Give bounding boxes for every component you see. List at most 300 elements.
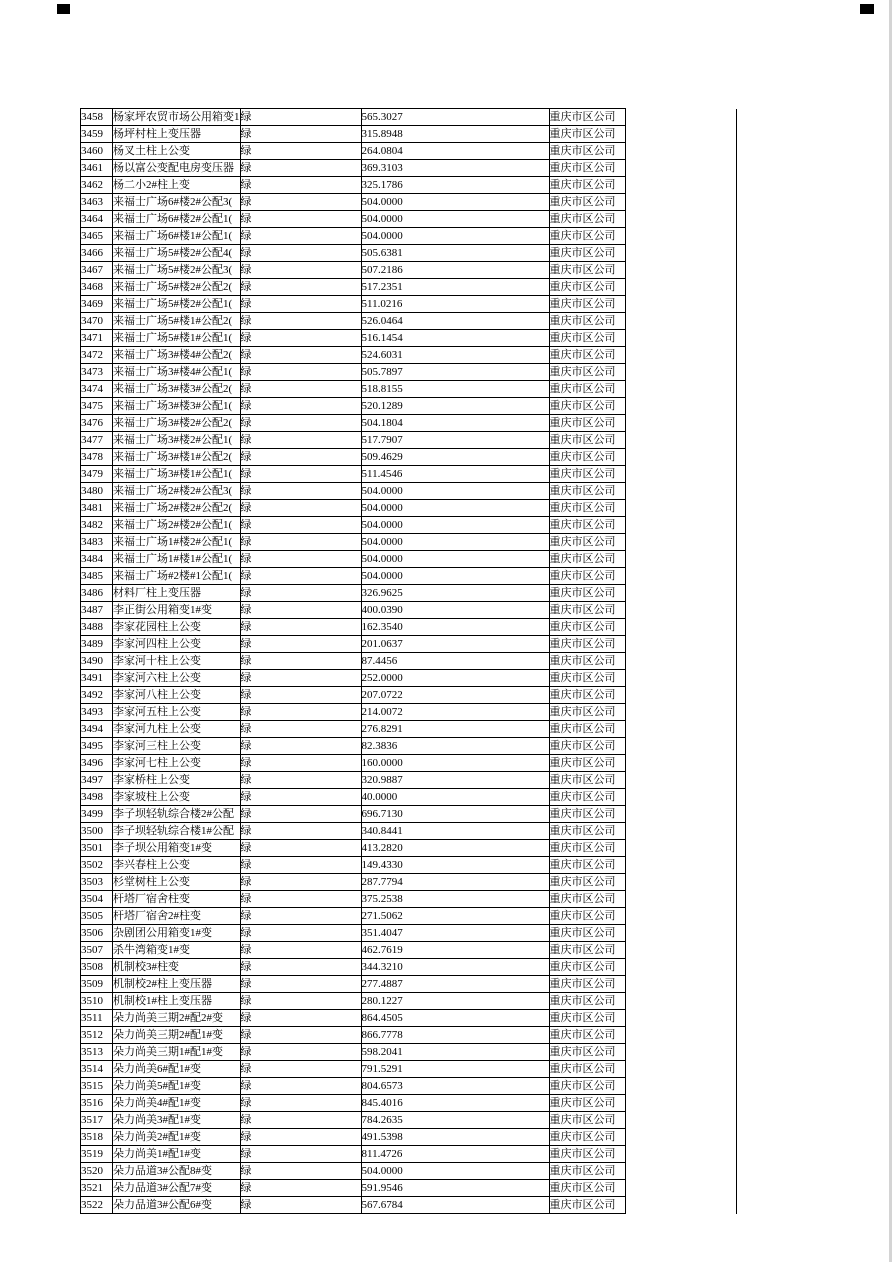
status-cell: 绿 — [240, 211, 361, 228]
company-cell: 重庆市区公司 — [549, 177, 625, 194]
filler-cell — [625, 891, 736, 908]
filler-cell — [625, 466, 736, 483]
name-cell: 李家坡柱上公变 — [113, 789, 241, 806]
value-cell: 276.8291 — [361, 721, 549, 738]
row-id-cell: 3481 — [81, 500, 113, 517]
value-cell: 271.5062 — [361, 908, 549, 925]
value-cell: 511.0216 — [361, 296, 549, 313]
row-id-cell: 3499 — [81, 806, 113, 823]
filler-cell — [625, 976, 736, 993]
table-row — [81, 415, 737, 432]
row-id-cell: 3510 — [81, 993, 113, 1010]
name-cell: 李家河十柱上公变 — [113, 653, 241, 670]
name-cell: 来福士广场3#楼4#公配1( — [113, 364, 241, 381]
name-cell: 来福士广场3#楼1#公配1( — [113, 466, 241, 483]
value-cell: 504.0000 — [361, 500, 549, 517]
value-cell: 504.0000 — [361, 211, 549, 228]
row-id-cell: 3477 — [81, 432, 113, 449]
company-cell: 重庆市区公司 — [549, 806, 625, 823]
company-cell: 重庆市区公司 — [549, 1197, 625, 1214]
filler-cell — [625, 483, 736, 500]
value-cell: 517.7907 — [361, 432, 549, 449]
filler-cell — [625, 177, 736, 194]
company-cell: 重庆市区公司 — [549, 942, 625, 959]
status-cell: 绿 — [240, 313, 361, 330]
table-row — [81, 279, 737, 296]
name-cell: 朵力尚美5#配1#变 — [113, 1078, 241, 1095]
name-cell: 朵力品道3#公配6#变 — [113, 1197, 241, 1214]
filler-cell — [625, 602, 736, 619]
value-cell: 598.2041 — [361, 1044, 549, 1061]
name-cell: 朵力尚美4#配1#变 — [113, 1095, 241, 1112]
company-cell: 重庆市区公司 — [549, 704, 625, 721]
filler-cell — [625, 364, 736, 381]
table-row — [81, 772, 737, 789]
value-cell: 413.2820 — [361, 840, 549, 857]
row-id-cell: 3500 — [81, 823, 113, 840]
status-cell: 绿 — [240, 449, 361, 466]
company-cell: 重庆市区公司 — [549, 194, 625, 211]
value-cell: 369.3103 — [361, 160, 549, 177]
filler-cell — [625, 143, 736, 160]
filler-cell — [625, 1163, 736, 1180]
transformer-table-body — [81, 109, 737, 1214]
name-cell: 来福士广场5#楼2#公配2( — [113, 279, 241, 296]
value-cell: 264.0804 — [361, 143, 549, 160]
row-id-cell: 3496 — [81, 755, 113, 772]
filler-cell — [625, 1129, 736, 1146]
filler-cell — [625, 1010, 736, 1027]
company-cell: 重庆市区公司 — [549, 415, 625, 432]
company-cell: 重庆市区公司 — [549, 398, 625, 415]
table-row — [81, 330, 737, 347]
company-cell: 重庆市区公司 — [549, 1027, 625, 1044]
company-cell: 重庆市区公司 — [549, 874, 625, 891]
row-id-cell: 3464 — [81, 211, 113, 228]
status-cell: 绿 — [240, 160, 361, 177]
filler-cell — [625, 755, 736, 772]
name-cell: 杉堂树柱上公变 — [113, 874, 241, 891]
transformer-table — [80, 108, 737, 1214]
table-row — [81, 755, 737, 772]
company-cell: 重庆市区公司 — [549, 228, 625, 245]
value-cell: 517.2351 — [361, 279, 549, 296]
table-row — [81, 993, 737, 1010]
status-cell: 绿 — [240, 755, 361, 772]
status-cell: 绿 — [240, 279, 361, 296]
name-cell: 朵力尚美三期1#配1#变 — [113, 1044, 241, 1061]
value-cell: 864.4505 — [361, 1010, 549, 1027]
status-cell: 绿 — [240, 177, 361, 194]
name-cell: 来福士广场1#楼1#公配1( — [113, 551, 241, 568]
table-row — [81, 1163, 737, 1180]
table-row — [81, 1061, 737, 1078]
name-cell: 来福士广场3#楼3#公配1( — [113, 398, 241, 415]
name-cell: 材料厂柱上变压器 — [113, 585, 241, 602]
company-cell: 重庆市区公司 — [549, 1044, 625, 1061]
value-cell: 516.1454 — [361, 330, 549, 347]
filler-cell — [625, 109, 736, 126]
filler-cell — [625, 211, 736, 228]
value-cell: 504.0000 — [361, 534, 549, 551]
row-id-cell: 3458 — [81, 109, 113, 126]
table-row — [81, 262, 737, 279]
table-row — [81, 381, 737, 398]
table-row — [81, 602, 737, 619]
row-id-cell: 3482 — [81, 517, 113, 534]
filler-cell — [625, 160, 736, 177]
row-id-cell: 3497 — [81, 772, 113, 789]
status-cell: 绿 — [240, 551, 361, 568]
value-cell: 505.6381 — [361, 245, 549, 262]
name-cell: 来福士广场6#楼1#公配1( — [113, 228, 241, 245]
value-cell: 567.6784 — [361, 1197, 549, 1214]
row-id-cell: 3508 — [81, 959, 113, 976]
value-cell: 504.0000 — [361, 568, 549, 585]
row-id-cell: 3522 — [81, 1197, 113, 1214]
name-cell: 来福士广场3#楼3#公配2( — [113, 381, 241, 398]
row-id-cell: 3467 — [81, 262, 113, 279]
filler-cell — [625, 517, 736, 534]
table-row — [81, 364, 737, 381]
status-cell: 绿 — [240, 143, 361, 160]
filler-cell — [625, 670, 736, 687]
status-cell: 绿 — [240, 976, 361, 993]
table-row — [81, 619, 737, 636]
company-cell: 重庆市区公司 — [549, 959, 625, 976]
filler-cell — [625, 840, 736, 857]
name-cell: 李家河六柱上公变 — [113, 670, 241, 687]
value-cell: 201.0637 — [361, 636, 549, 653]
filler-cell — [625, 993, 736, 1010]
table-row — [81, 517, 737, 534]
table-row — [81, 126, 737, 143]
table-row — [81, 942, 737, 959]
status-cell: 绿 — [240, 466, 361, 483]
filler-cell — [625, 1197, 736, 1214]
status-cell: 绿 — [240, 228, 361, 245]
filler-cell — [625, 330, 736, 347]
filler-cell — [625, 704, 736, 721]
name-cell: 朵力尚美三期2#配1#变 — [113, 1027, 241, 1044]
company-cell: 重庆市区公司 — [549, 313, 625, 330]
table-row — [81, 908, 737, 925]
company-cell: 重庆市区公司 — [549, 381, 625, 398]
name-cell: 来福士广场5#楼1#公配1( — [113, 330, 241, 347]
table-row — [81, 976, 737, 993]
table-row — [81, 1146, 737, 1163]
status-cell: 绿 — [240, 364, 361, 381]
row-id-cell: 3514 — [81, 1061, 113, 1078]
value-cell: 504.0000 — [361, 551, 549, 568]
status-cell: 绿 — [240, 925, 361, 942]
row-id-cell: 3461 — [81, 160, 113, 177]
filler-cell — [625, 619, 736, 636]
row-id-cell: 3511 — [81, 1010, 113, 1027]
filler-cell — [625, 398, 736, 415]
name-cell: 李子坝公用箱变1#变 — [113, 840, 241, 857]
status-cell: 绿 — [240, 296, 361, 313]
name-cell: 李家河四柱上公变 — [113, 636, 241, 653]
row-id-cell: 3486 — [81, 585, 113, 602]
company-cell: 重庆市区公司 — [549, 772, 625, 789]
table-row — [81, 1180, 737, 1197]
table-row — [81, 1197, 737, 1214]
status-cell: 绿 — [240, 500, 361, 517]
value-cell: 565.3027 — [361, 109, 549, 126]
row-id-cell: 3494 — [81, 721, 113, 738]
company-cell: 重庆市区公司 — [549, 857, 625, 874]
status-cell: 绿 — [240, 245, 361, 262]
table-row — [81, 109, 737, 126]
company-cell: 重庆市区公司 — [549, 364, 625, 381]
filler-cell — [625, 925, 736, 942]
name-cell: 李家河九柱上公变 — [113, 721, 241, 738]
value-cell: 845.4016 — [361, 1095, 549, 1112]
row-id-cell: 3488 — [81, 619, 113, 636]
company-cell: 重庆市区公司 — [549, 670, 625, 687]
name-cell: 来福士广场2#楼2#公配3( — [113, 483, 241, 500]
status-cell: 绿 — [240, 806, 361, 823]
name-cell: 来福士广场5#楼2#公配4( — [113, 245, 241, 262]
row-id-cell: 3470 — [81, 313, 113, 330]
company-cell: 重庆市区公司 — [549, 976, 625, 993]
value-cell: 320.9887 — [361, 772, 549, 789]
name-cell: 朵力尚美6#配1#变 — [113, 1061, 241, 1078]
company-cell: 重庆市区公司 — [549, 1061, 625, 1078]
row-id-cell: 3485 — [81, 568, 113, 585]
status-cell: 绿 — [240, 1027, 361, 1044]
value-cell: 524.6031 — [361, 347, 549, 364]
name-cell: 机制校3#柱变 — [113, 959, 241, 976]
table-row — [81, 959, 737, 976]
company-cell: 重庆市区公司 — [549, 1180, 625, 1197]
name-cell: 朵力尚美三期2#配2#变 — [113, 1010, 241, 1027]
table-row — [81, 398, 737, 415]
company-cell: 重庆市区公司 — [549, 1163, 625, 1180]
company-cell: 重庆市区公司 — [549, 1129, 625, 1146]
status-cell: 绿 — [240, 1129, 361, 1146]
value-cell: 866.7778 — [361, 1027, 549, 1044]
name-cell: 机制校1#柱上变压器 — [113, 993, 241, 1010]
status-cell: 绿 — [240, 602, 361, 619]
row-id-cell: 3462 — [81, 177, 113, 194]
value-cell: 518.8155 — [361, 381, 549, 398]
table-row — [81, 1078, 737, 1095]
value-cell: 277.4887 — [361, 976, 549, 993]
filler-cell — [625, 789, 736, 806]
value-cell: 375.2538 — [361, 891, 549, 908]
row-id-cell: 3476 — [81, 415, 113, 432]
value-cell: 326.9625 — [361, 585, 549, 602]
status-cell: 绿 — [240, 1010, 361, 1027]
value-cell: 287.7794 — [361, 874, 549, 891]
status-cell: 绿 — [240, 1095, 361, 1112]
name-cell: 来福士广场1#楼2#公配1( — [113, 534, 241, 551]
company-cell: 重庆市区公司 — [549, 551, 625, 568]
status-cell: 绿 — [240, 704, 361, 721]
name-cell: 杨坪村柱上变压器 — [113, 126, 241, 143]
status-cell: 绿 — [240, 432, 361, 449]
name-cell: 朵力尚美3#配1#变 — [113, 1112, 241, 1129]
status-cell: 绿 — [240, 568, 361, 585]
table-row — [81, 296, 737, 313]
table-row — [81, 653, 737, 670]
table-row — [81, 925, 737, 942]
status-cell: 绿 — [240, 874, 361, 891]
name-cell: 来福士广场5#楼1#公配2( — [113, 313, 241, 330]
name-cell: 朵力尚美2#配1#变 — [113, 1129, 241, 1146]
company-cell: 重庆市区公司 — [549, 619, 625, 636]
filler-cell — [625, 1061, 736, 1078]
filler-cell — [625, 857, 736, 874]
status-cell: 绿 — [240, 823, 361, 840]
filler-cell — [625, 534, 736, 551]
company-cell: 重庆市区公司 — [549, 721, 625, 738]
value-cell: 344.3210 — [361, 959, 549, 976]
table-row — [81, 211, 737, 228]
name-cell: 杨二小2#柱上变 — [113, 177, 241, 194]
company-cell: 重庆市区公司 — [549, 296, 625, 313]
status-cell: 绿 — [240, 347, 361, 364]
value-cell: 351.4047 — [361, 925, 549, 942]
filler-cell — [625, 313, 736, 330]
name-cell: 来福士广场2#楼2#公配1( — [113, 517, 241, 534]
name-cell: 杨家坪农贸市场公用箱变1 — [113, 109, 241, 126]
status-cell: 绿 — [240, 619, 361, 636]
value-cell: 504.0000 — [361, 228, 549, 245]
name-cell: 李家桥柱上公变 — [113, 772, 241, 789]
table-row — [81, 1095, 737, 1112]
status-cell: 绿 — [240, 194, 361, 211]
row-id-cell: 3506 — [81, 925, 113, 942]
value-cell: 504.1804 — [361, 415, 549, 432]
value-cell: 40.0000 — [361, 789, 549, 806]
status-cell: 绿 — [240, 1044, 361, 1061]
value-cell: 315.8948 — [361, 126, 549, 143]
name-cell: 朵力尚美1#配1#变 — [113, 1146, 241, 1163]
filler-cell — [625, 738, 736, 755]
status-cell: 绿 — [240, 109, 361, 126]
filler-cell — [625, 585, 736, 602]
row-id-cell: 3480 — [81, 483, 113, 500]
row-id-cell: 3483 — [81, 534, 113, 551]
company-cell: 重庆市区公司 — [549, 109, 625, 126]
table-row — [81, 857, 737, 874]
status-cell: 绿 — [240, 687, 361, 704]
row-id-cell: 3479 — [81, 466, 113, 483]
company-cell: 重庆市区公司 — [549, 483, 625, 500]
filler-cell — [625, 1078, 736, 1095]
company-cell: 重庆市区公司 — [549, 687, 625, 704]
name-cell: 李子坝轻轨综合楼2#公配 — [113, 806, 241, 823]
value-cell: 340.8441 — [361, 823, 549, 840]
name-cell: 李子坝轻轨综合楼1#公配 — [113, 823, 241, 840]
company-cell: 重庆市区公司 — [549, 432, 625, 449]
company-cell: 重庆市区公司 — [549, 500, 625, 517]
scan-mark-top-left — [57, 4, 70, 14]
status-cell: 绿 — [240, 126, 361, 143]
company-cell: 重庆市区公司 — [549, 925, 625, 942]
company-cell: 重庆市区公司 — [549, 126, 625, 143]
company-cell: 重庆市区公司 — [549, 1010, 625, 1027]
status-cell: 绿 — [240, 1163, 361, 1180]
name-cell: 机制校2#柱上变压器 — [113, 976, 241, 993]
company-cell: 重庆市区公司 — [549, 840, 625, 857]
table-row — [81, 1112, 737, 1129]
table-row — [81, 1027, 737, 1044]
company-cell: 重庆市区公司 — [549, 585, 625, 602]
name-cell: 来福士广场3#楼4#公配2( — [113, 347, 241, 364]
filler-cell — [625, 942, 736, 959]
name-cell: 李正街公用箱变1#变 — [113, 602, 241, 619]
value-cell: 87.4456 — [361, 653, 549, 670]
table-row — [81, 670, 737, 687]
value-cell: 280.1227 — [361, 993, 549, 1010]
value-cell: 504.0000 — [361, 1163, 549, 1180]
filler-cell — [625, 381, 736, 398]
name-cell: 李家河八柱上公变 — [113, 687, 241, 704]
value-cell: 511.4546 — [361, 466, 549, 483]
table-row — [81, 704, 737, 721]
row-id-cell: 3518 — [81, 1129, 113, 1146]
status-cell: 绿 — [240, 415, 361, 432]
filler-cell — [625, 1044, 736, 1061]
company-cell: 重庆市区公司 — [549, 1078, 625, 1095]
company-cell: 重庆市区公司 — [549, 211, 625, 228]
table-row — [81, 823, 737, 840]
row-id-cell: 3517 — [81, 1112, 113, 1129]
name-cell: 杆塔厂宿舍2#柱变 — [113, 908, 241, 925]
name-cell: 来福士广场6#楼2#公配1( — [113, 211, 241, 228]
row-id-cell: 3513 — [81, 1044, 113, 1061]
row-id-cell: 3521 — [81, 1180, 113, 1197]
filler-cell — [625, 1180, 736, 1197]
status-cell: 绿 — [240, 908, 361, 925]
table-row — [81, 1129, 737, 1146]
filler-cell — [625, 772, 736, 789]
table-row — [81, 466, 737, 483]
row-id-cell: 3489 — [81, 636, 113, 653]
value-cell: 804.6573 — [361, 1078, 549, 1095]
value-cell: 591.9546 — [361, 1180, 549, 1197]
row-id-cell: 3466 — [81, 245, 113, 262]
status-cell: 绿 — [240, 721, 361, 738]
company-cell: 重庆市区公司 — [549, 1095, 625, 1112]
name-cell: 杆塔厂宿舍柱变 — [113, 891, 241, 908]
name-cell: 来福士广场3#楼1#公配2( — [113, 449, 241, 466]
table-row — [81, 245, 737, 262]
value-cell: 504.0000 — [361, 517, 549, 534]
name-cell: 杂剧团公用箱变1#变 — [113, 925, 241, 942]
row-id-cell: 3469 — [81, 296, 113, 313]
company-cell: 重庆市区公司 — [549, 568, 625, 585]
row-id-cell: 3473 — [81, 364, 113, 381]
value-cell: 791.5291 — [361, 1061, 549, 1078]
filler-cell — [625, 1027, 736, 1044]
status-cell: 绿 — [240, 670, 361, 687]
table-row — [81, 789, 737, 806]
company-cell: 重庆市区公司 — [549, 908, 625, 925]
filler-cell — [625, 296, 736, 313]
value-cell: 491.5398 — [361, 1129, 549, 1146]
value-cell: 207.0722 — [361, 687, 549, 704]
table-row — [81, 687, 737, 704]
status-cell: 绿 — [240, 585, 361, 602]
name-cell: 杀牛湾箱变1#变 — [113, 942, 241, 959]
company-cell: 重庆市区公司 — [549, 279, 625, 296]
name-cell: 朵力品道3#公配8#变 — [113, 1163, 241, 1180]
